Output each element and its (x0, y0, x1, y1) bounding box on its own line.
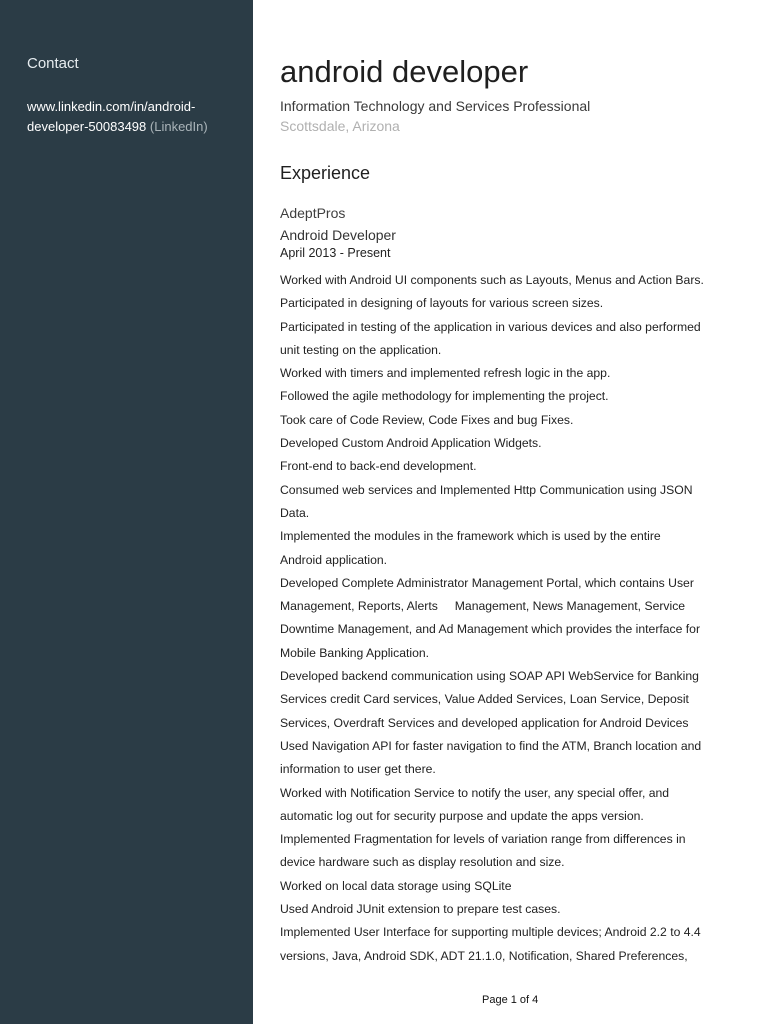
description-line: Downtime Management, and Ad Management which provides the interface for (280, 622, 701, 637)
description-line: Used Navigation API for faster navigation to find the ATM, Branch location and (280, 738, 702, 753)
description-line: Developed backend communication using SOAP API WebService for Banking (280, 669, 699, 684)
description-line: Mobile Banking Application. (280, 645, 430, 660)
experience-heading: Experience (280, 163, 371, 183)
description-line: Participated in testing of the application in various devices and also performed (280, 319, 701, 334)
description-line: device hardware such as display resolution and size. (280, 855, 565, 870)
description-line: information to user get there. (280, 762, 436, 777)
description-line: Services credit Card services, Value Added Services, Loan Service, Deposit (280, 692, 689, 707)
description-line: Management, Reports, Alerts Management, News Management, Service (280, 599, 686, 614)
description-line: Data. (280, 505, 310, 520)
description-line: Implemented User Interface for supporting multiple devices; Android 2.2 to 4.4 (280, 925, 701, 940)
linkedin-link[interactable] (27, 97, 242, 137)
description-line: versions, Java, Android SDK, ADT 21.1.0, Notification, Shared Preferences, (280, 948, 688, 963)
description-line: Developed Custom Android Application Widgets. (280, 436, 542, 451)
description-line: Worked with Android UI components such as Layouts, Menus and Action Bars. (280, 273, 704, 287)
description-line: Implemented Fragmentation for levels of variation range from differences in (280, 832, 686, 847)
linkedin-label: (LinkedIn) (146, 119, 208, 134)
description-line: Developed Complete Administrator Management Portal, which contains User (280, 575, 694, 590)
job-description (280, 269, 750, 968)
profile-name: android developer (280, 54, 529, 89)
description-line: Front-end to back-end development. (280, 459, 477, 474)
contact-heading: Contact (27, 55, 79, 72)
description-line: automatic log out for security purpose and update the apps version. (280, 808, 644, 823)
linkedin-url-line2[interactable]: developer-50083498 (27, 119, 147, 134)
description-line: Followed the agile methodology for implementing the project. (280, 389, 609, 404)
sidebar (0, 0, 253, 1024)
description-line: Worked with timers and implemented refresh logic in the app. (280, 366, 611, 381)
description-line: Services, Overdraft Services and developed application for Android Devices (280, 715, 689, 730)
description-line: Worked on local data storage using SQLite (280, 878, 512, 893)
description-line: Implemented the modules in the framework which is used by the entire (280, 529, 661, 544)
page-number: Page 1 of 4 (482, 994, 539, 1006)
description-line: Participated in designing of layouts for various screen sizes. (280, 296, 604, 311)
job-title: Android Developer (280, 227, 396, 243)
linkedin-url-line1[interactable]: www.linkedin.com/in/android- (27, 99, 196, 114)
job-dates: April 2013 - Present (280, 246, 391, 260)
profile-headline: Information Technology and Services Professional (280, 98, 591, 114)
description-line: Used Android JUnit extension to prepare test cases. (280, 902, 561, 917)
profile-location: Scottsdale, Arizona (280, 118, 400, 134)
description-line: Took care of Code Review, Code Fixes and bug Fixes. (280, 412, 574, 427)
description-line: Consumed web services and Implemented Http Communication using JSON (280, 482, 693, 497)
company-name: AdeptPros (280, 205, 346, 221)
description-line: unit testing on the application. (280, 342, 442, 357)
description-line: Worked with Notification Service to notify the user, any special offer, and (280, 785, 670, 800)
description-line: Android application. (280, 552, 388, 567)
